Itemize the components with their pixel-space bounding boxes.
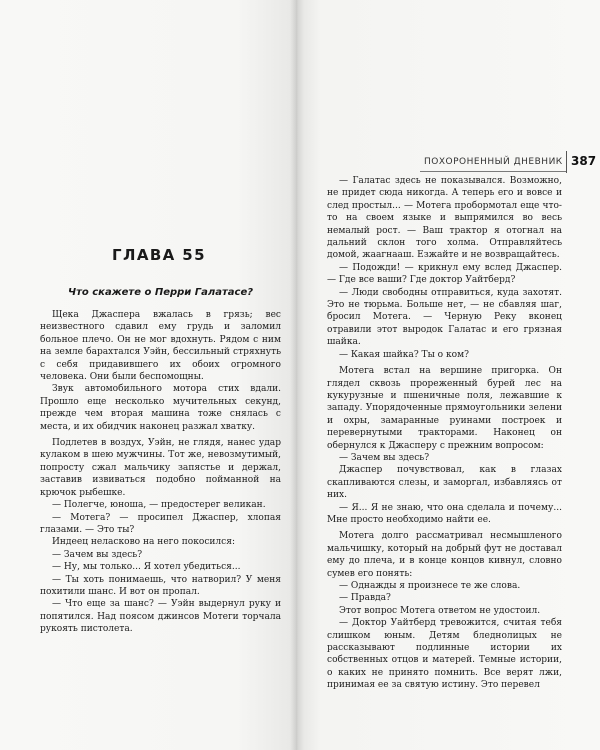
left-page bbox=[0, 0, 296, 750]
paragraph: — Что еще за шанс? — Уэйн выдернул руку и попятился. Над поясом джинсов Мотеги торчала рукоять пистолета. bbox=[40, 599, 281, 635]
paragraph: Индеец нелаcково на него покосился: bbox=[52, 537, 235, 548]
paragraph: — Зачем вы здесь? bbox=[52, 549, 143, 560]
paragraph: Этот вопрос Мотега ответом не удостоил. bbox=[339, 605, 541, 616]
paragraph: Мотега долго рассматривал несмышленого мальчишку, который на добрый фут не доставал ему до плеча, и в конце концов кивнул, словно сумев его понять: bbox=[327, 531, 562, 579]
paragraph: — Я... Я не знаю, что она сделала и почему... Мне просто необходимо найти ее. bbox=[327, 502, 562, 525]
paragraph: — Люди свободны отправиться, куда захотят. Это не тюрьма. Больше нет, — не сбавляя шаг, бросил Мотега. — Черную Реку вконец отравили этот выродок Галатас и его грязная шайка. bbox=[327, 287, 562, 348]
book-gutter bbox=[290, 0, 304, 750]
page-number: 387 bbox=[571, 154, 597, 168]
paragraph: — Однажды я произнесе те же слова. bbox=[339, 581, 521, 591]
paragraph: Звук автомобильного мотора стих вдали. Прошло еще несколько мучительных секунд, прежде чем вторая машина тоже снялась с места, и их обидчик наконец разжал хватку. bbox=[40, 384, 281, 432]
chapter-subtitle: Что скажете о Перри Галатасе? bbox=[68, 287, 254, 298]
paragraph: Щека Джаспера вжалась в грязь; вес неизвестного сдавил ему грудь и заломил больное плечо. Он не мог вдохнуть. Рядом с ним на земле барахтался Уэйн, бессильный стряхнуть с себя придавившего их обоих огромного человека. Они были беспомощны. bbox=[40, 310, 281, 383]
right-page-body bbox=[327, 175, 562, 692]
paragraph: Подлетев в воздух, Уэйн, не глядя, нанес удар кулаком в шею мужчины. Тот же, невозмутимый, попросту сжал мальчику запястье и держал, заставив извиваться подобно пойманной на крючок рыбешке. bbox=[40, 438, 281, 498]
paragraph: — Какая шайка? Ты о ком? bbox=[339, 349, 469, 360]
paragraph: — Галатас здесь не показывался. Возможно, не придет сюда никогда. А теперь его и вовсе и след простыл... — Мотега пробормотал еще что-то на своем языке и выпрямился во весь немалый рост. — Ваш трактор я отогнал на дальний склон того холма. Отправляйтесь домой, жаагнааш. Езжайте и не возвращайтесь. bbox=[327, 176, 562, 261]
paragraph: — Ты хоть понимаешь, что натворил? У меня похитили шанс. И вот он пропал. bbox=[40, 574, 281, 597]
paragraph: — Ну, мы только... Я хотел убедиться... bbox=[52, 562, 241, 573]
paragraph: Мотега встал на вершине пригорка. Он глядел сквозь прореженный бурей лес на кукурузные и пшеничные поля, лежавшие к западу. Упорядоченные прямоугольники зелени и охры, замаранные руинами построек и перевернутыми тракторами. Наконец он обернулся к Джасперу с прежним вопросом: bbox=[327, 366, 562, 451]
paragraph: — Зачем вы здесь? bbox=[339, 452, 430, 463]
header-rule bbox=[420, 171, 567, 172]
paragraph: Джаспер почувствовал, как в глазах скапливаются слезы, и заморгал, избавляясь от них. bbox=[327, 465, 562, 501]
header-divider bbox=[566, 151, 567, 173]
left-page-body bbox=[40, 309, 281, 636]
running-head: ПОХОРОНЕННЫЙ ДНЕВНИК bbox=[424, 157, 563, 167]
paragraph: — Подожди! — крикнул ему вслед Джаспер. — Где все ваши? Где доктор Уайтберд? bbox=[327, 262, 562, 286]
paragraph: — Мотега? — просипел Джаспер, хлопая глазами. — Это ты? bbox=[40, 512, 281, 535]
paragraph: — Правда? bbox=[339, 593, 391, 604]
chapter-title: ГЛАВА 55 bbox=[112, 246, 206, 264]
paragraph: — Доктор Уайтберд тревожится, считая тебя слишком юным. Детям бледнолицых не рассказывают подлинные истории их собственных отцов и матерей. Темные истории, о каких не принято помнить. Все верят лжи, принимая ее за святую истину. Это перевел bbox=[327, 618, 562, 691]
paragraph: — Полегче, юноша, — предостерег великан. bbox=[52, 500, 266, 511]
